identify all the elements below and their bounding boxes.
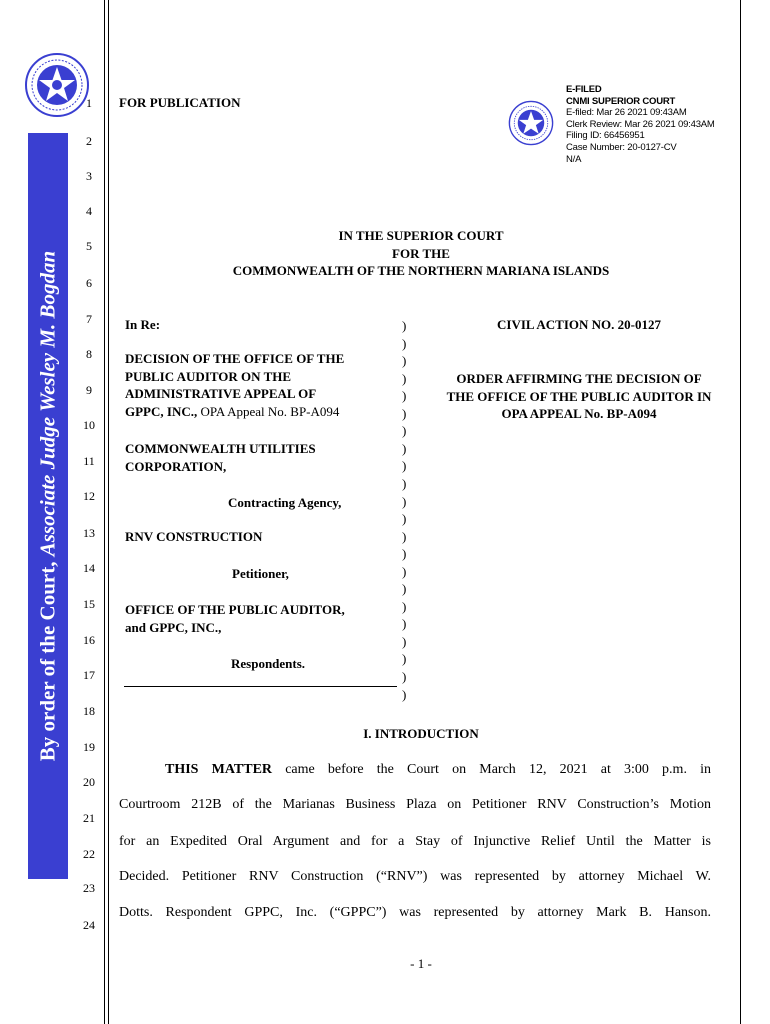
line-number: 20 — [83, 775, 95, 789]
intro-lead: THIS MATTER — [165, 762, 273, 777]
civil-action-number: CIVIL ACTION NO. 20-0127 — [497, 317, 661, 332]
left-margin-rule-inner — [108, 0, 109, 1024]
line-number: 4 — [86, 204, 92, 218]
caption-line: DECISION OF THE OFFICE OF THE — [125, 351, 345, 366]
line-number: 13 — [83, 526, 95, 540]
line-number: 16 — [83, 633, 95, 647]
caption-underline — [124, 686, 397, 687]
line-number: 10 — [83, 418, 95, 432]
caption-paren: ) — [402, 686, 407, 702]
caption-paren: ) — [402, 335, 407, 351]
left-margin-rule — [104, 0, 105, 1024]
caption-line: ADMINISTRATIVE APPEAL OF — [125, 386, 317, 401]
caption-paren: ) — [402, 616, 407, 632]
caption-paren: ) — [402, 475, 407, 491]
opa-caption — [125, 601, 345, 636]
court-title — [119, 227, 723, 280]
efile-line: CNMI SUPERIOR COURT — [566, 95, 676, 107]
intro-heading: I. INTRODUCTION — [363, 726, 479, 741]
order-title-line: OPA APPEAL No. BP-A094 — [501, 406, 657, 421]
intro-line: Decided. Petitioner RNV Construction (“RNV”) was represented by attorney Michael W. — [119, 869, 711, 884]
caption-paren: ) — [402, 669, 407, 684]
caption-line: CORPORATION, — [125, 458, 227, 474]
right-margin-rule — [740, 0, 741, 1024]
caption-paren: ) — [402, 370, 407, 386]
line-number: 23 — [83, 881, 95, 895]
line-number: 3 — [86, 169, 92, 183]
court-title-line: FOR THE — [392, 245, 450, 261]
petitioner-label: Petitioner, — [232, 566, 289, 581]
publication-label: FOR PUBLICATION — [119, 95, 241, 110]
line-number: 15 — [83, 597, 95, 611]
line-number: 19 — [83, 740, 95, 754]
cuc-caption — [125, 440, 316, 475]
caption-paren: ) — [402, 633, 407, 649]
caption-paren: ) — [402, 405, 407, 421]
line-number: 14 — [83, 561, 95, 575]
efile-line: Case Number: 20-0127-CV — [566, 141, 677, 153]
caption-paren: ) — [402, 458, 407, 474]
caption-paren: ) — [402, 318, 407, 333]
caption-paren: ) — [402, 493, 407, 509]
line-number: 6 — [86, 276, 92, 290]
caption-paren: ) — [402, 581, 407, 597]
caption-paren: ) — [402, 353, 407, 369]
efile-line: Clerk Review: Mar 26 2021 09:43AM — [566, 118, 715, 130]
contracting-agency-label: Contracting Agency, — [228, 495, 342, 510]
caption-line: and GPPC, INC., — [125, 619, 222, 635]
order-title-line: THE OFFICE OF THE PUBLIC AUDITOR IN — [446, 388, 712, 404]
caption-paren: ) — [402, 388, 407, 404]
banner-judge: Associate Judge Wesley M. Bogdan — [35, 250, 60, 557]
rnv-caption: RNV CONSTRUCTION — [125, 529, 263, 544]
line-number: 11 — [83, 454, 95, 468]
line-number: 7 — [86, 312, 92, 326]
line-number: 5 — [86, 239, 92, 253]
caption-paren: ) — [402, 440, 407, 456]
intro-line: for an Expedited Oral Argument and for a Stay of Injunctive Relief Until the Matter is — [119, 834, 711, 849]
order-title-line: ORDER AFFIRMING THE DECISION OF — [456, 371, 702, 386]
line-number: 12 — [83, 489, 95, 503]
caption-line: COMMONWEALTH UTILITIES — [125, 441, 316, 456]
court-title-line: COMMONWEALTH OF THE NORTHERN MARIANA ISLANDS — [232, 263, 610, 278]
line-number: 9 — [86, 383, 92, 397]
line-number: 24 — [83, 918, 95, 932]
caption-paren: ) — [402, 528, 407, 544]
line-number: 8 — [86, 347, 92, 361]
gppc-name: GPPC, INC., — [125, 403, 198, 419]
caption-paren: ) — [402, 563, 407, 579]
caption-paren: ) — [402, 511, 407, 527]
efile-stamp — [566, 84, 715, 165]
efile-seal-icon — [508, 100, 554, 146]
intro-line-text: came before the Court on March 12, 2021 at 3:00 p.m. in — [272, 762, 711, 777]
line-number: 18 — [83, 704, 95, 718]
intro-line: Courtroom 212B of the Marianas Business Plaza on Petitioner RNV Construction’s Motion — [119, 797, 711, 812]
judge-signature-banner — [28, 133, 68, 879]
caption-paren: ) — [402, 598, 407, 614]
court-title-line: IN THE SUPERIOR COURT — [338, 228, 504, 243]
page-number: - 1 - — [410, 956, 432, 971]
efile-line: Filing ID: 66456951 — [566, 130, 645, 142]
line-number: 1 — [86, 96, 92, 110]
caption-line — [125, 403, 344, 421]
line-number: 22 — [83, 847, 95, 861]
intro-line — [165, 762, 711, 778]
caption-paren: ) — [402, 423, 407, 439]
intro-line: Dotts. Respondent GPPC, Inc. (“GPPC”) was represented by attorney Mark B. Hanson. — [119, 905, 711, 920]
caption-paren: ) — [402, 546, 407, 562]
banner-prefix: By order of the Court, — [35, 561, 60, 762]
efile-line: E-filed: Mar 26 2021 09:43AM — [566, 107, 687, 119]
order-title — [418, 370, 740, 423]
opa-appeal-no: OPA Appeal No. BP-A094 — [197, 403, 340, 419]
line-number: 21 — [83, 811, 95, 825]
caption-paren: ) — [402, 651, 407, 667]
in-re-label: In Re: — [125, 317, 161, 332]
respondents-label: Respondents. — [231, 656, 306, 671]
decision-caption — [125, 350, 344, 420]
line-number: 2 — [86, 134, 92, 148]
caption-line: PUBLIC AUDITOR ON THE — [125, 368, 292, 384]
efile-line: E-FILED — [566, 84, 602, 95]
caption-line: OFFICE OF THE PUBLIC AUDITOR, — [125, 602, 345, 617]
efile-line: N/A — [566, 153, 582, 165]
line-number: 17 — [83, 668, 95, 682]
